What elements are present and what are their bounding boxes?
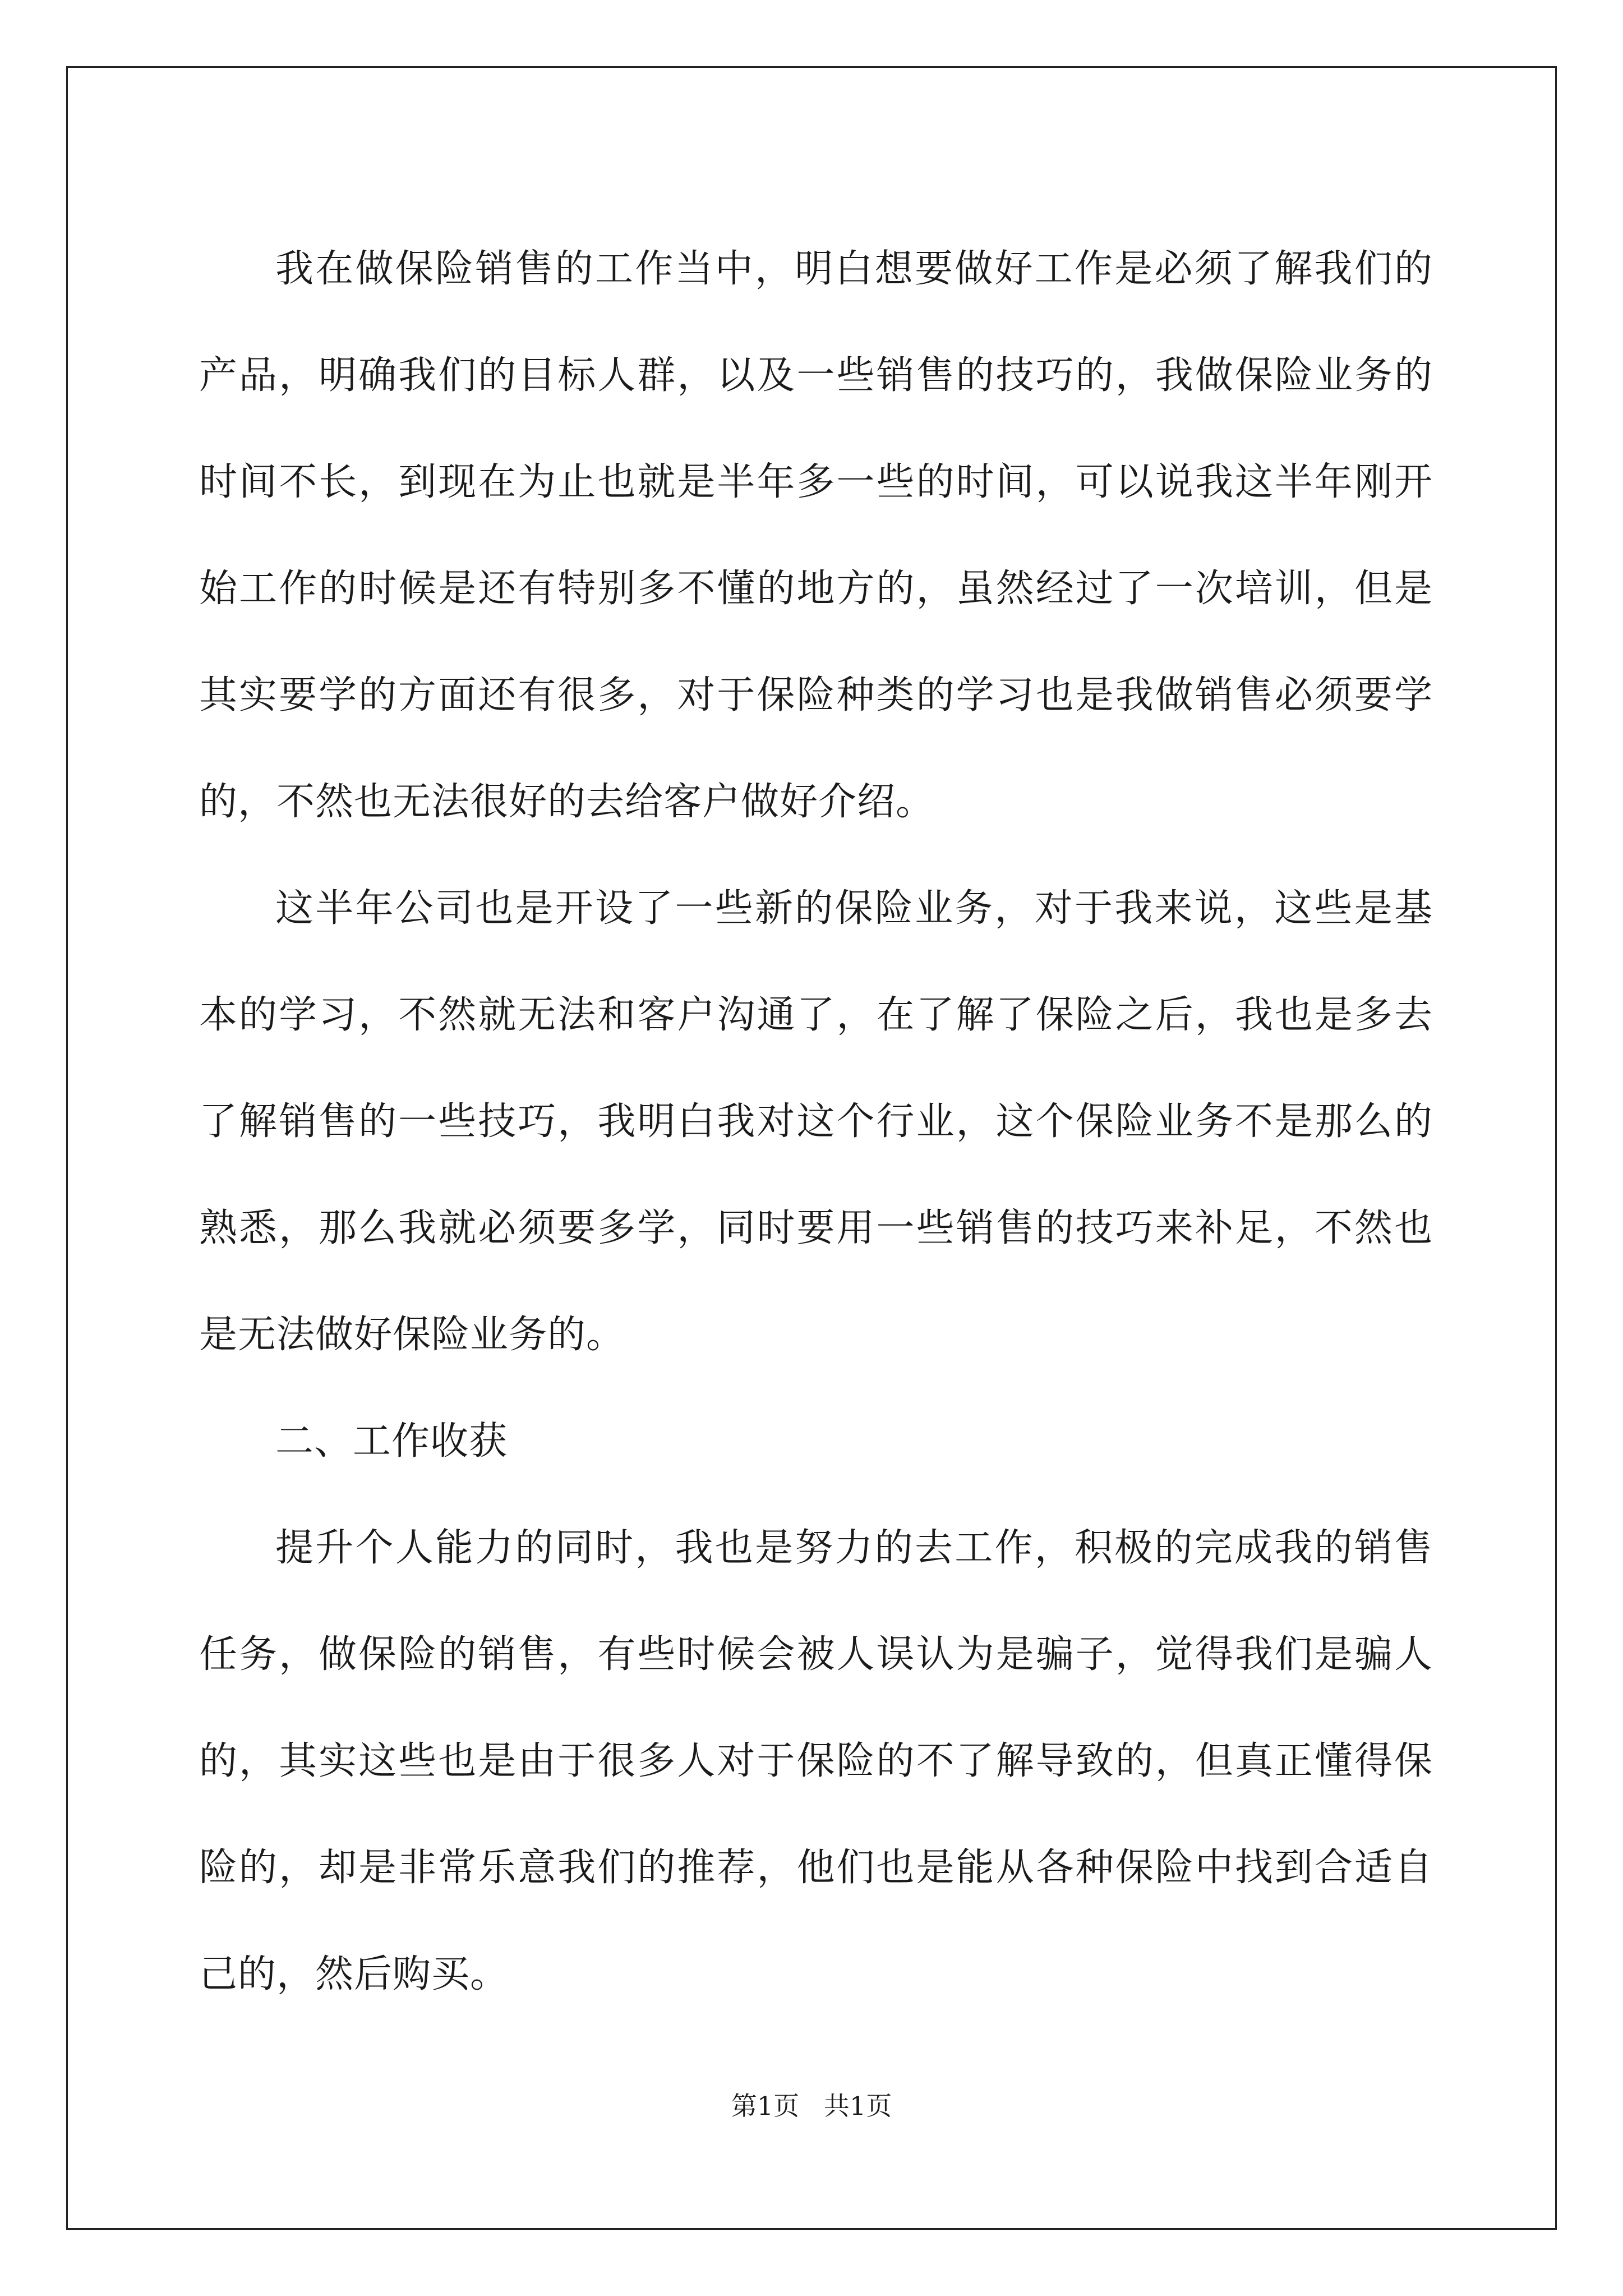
paragraph-3: 提升个人能力的同时，我也是努力的去工作，积极的完成我的销售任务，做保险的销售，有些时候会被人误认为是骗子，觉得我们是骗人的，其实这些也是由于很多人对于保险的不了解导致的，但真正懂得保险的，却是非常乐意我们的推荐，他们也是能从各种保险中找到合适自己的，然后购买。 xyxy=(199,1526,1433,1996)
document-body xyxy=(199,216,1433,2028)
page-number-footer: 第1页 共1页 xyxy=(731,2091,892,2121)
section-heading: 二、工作收获 xyxy=(275,1419,508,1464)
paragraph-1: 我在做保险销售的工作当中，明白想要做好工作是必须了解我们的产品，明确我们的目标人群，以及一些销售的技巧的，我做保险业务的时间不长，到现在为止也就是半年多一些的时间，可以说我这半年刚开始工作的时候是还有特别多不懂的地方的，虽然经过了一次培训，但是其实要学的方面还有很多，对于保险种类的学习也是我做销售必须要学的，不然也无法很好的去给客户做好介绍。 xyxy=(199,247,1433,824)
paragraph-2: 这半年公司也是开设了一些新的保险业务，对于我来说，这些是基本的学习，不然就无法和客户沟通了，在了解了保险之后，我也是多去了解销售的一些技巧，我明白我对这个行业，这个保险业务不是那么的熟悉，那么我就必须要多学，同时要用一些销售的技巧来补足，不然也是无法做好保险业务的。 xyxy=(199,886,1433,1357)
